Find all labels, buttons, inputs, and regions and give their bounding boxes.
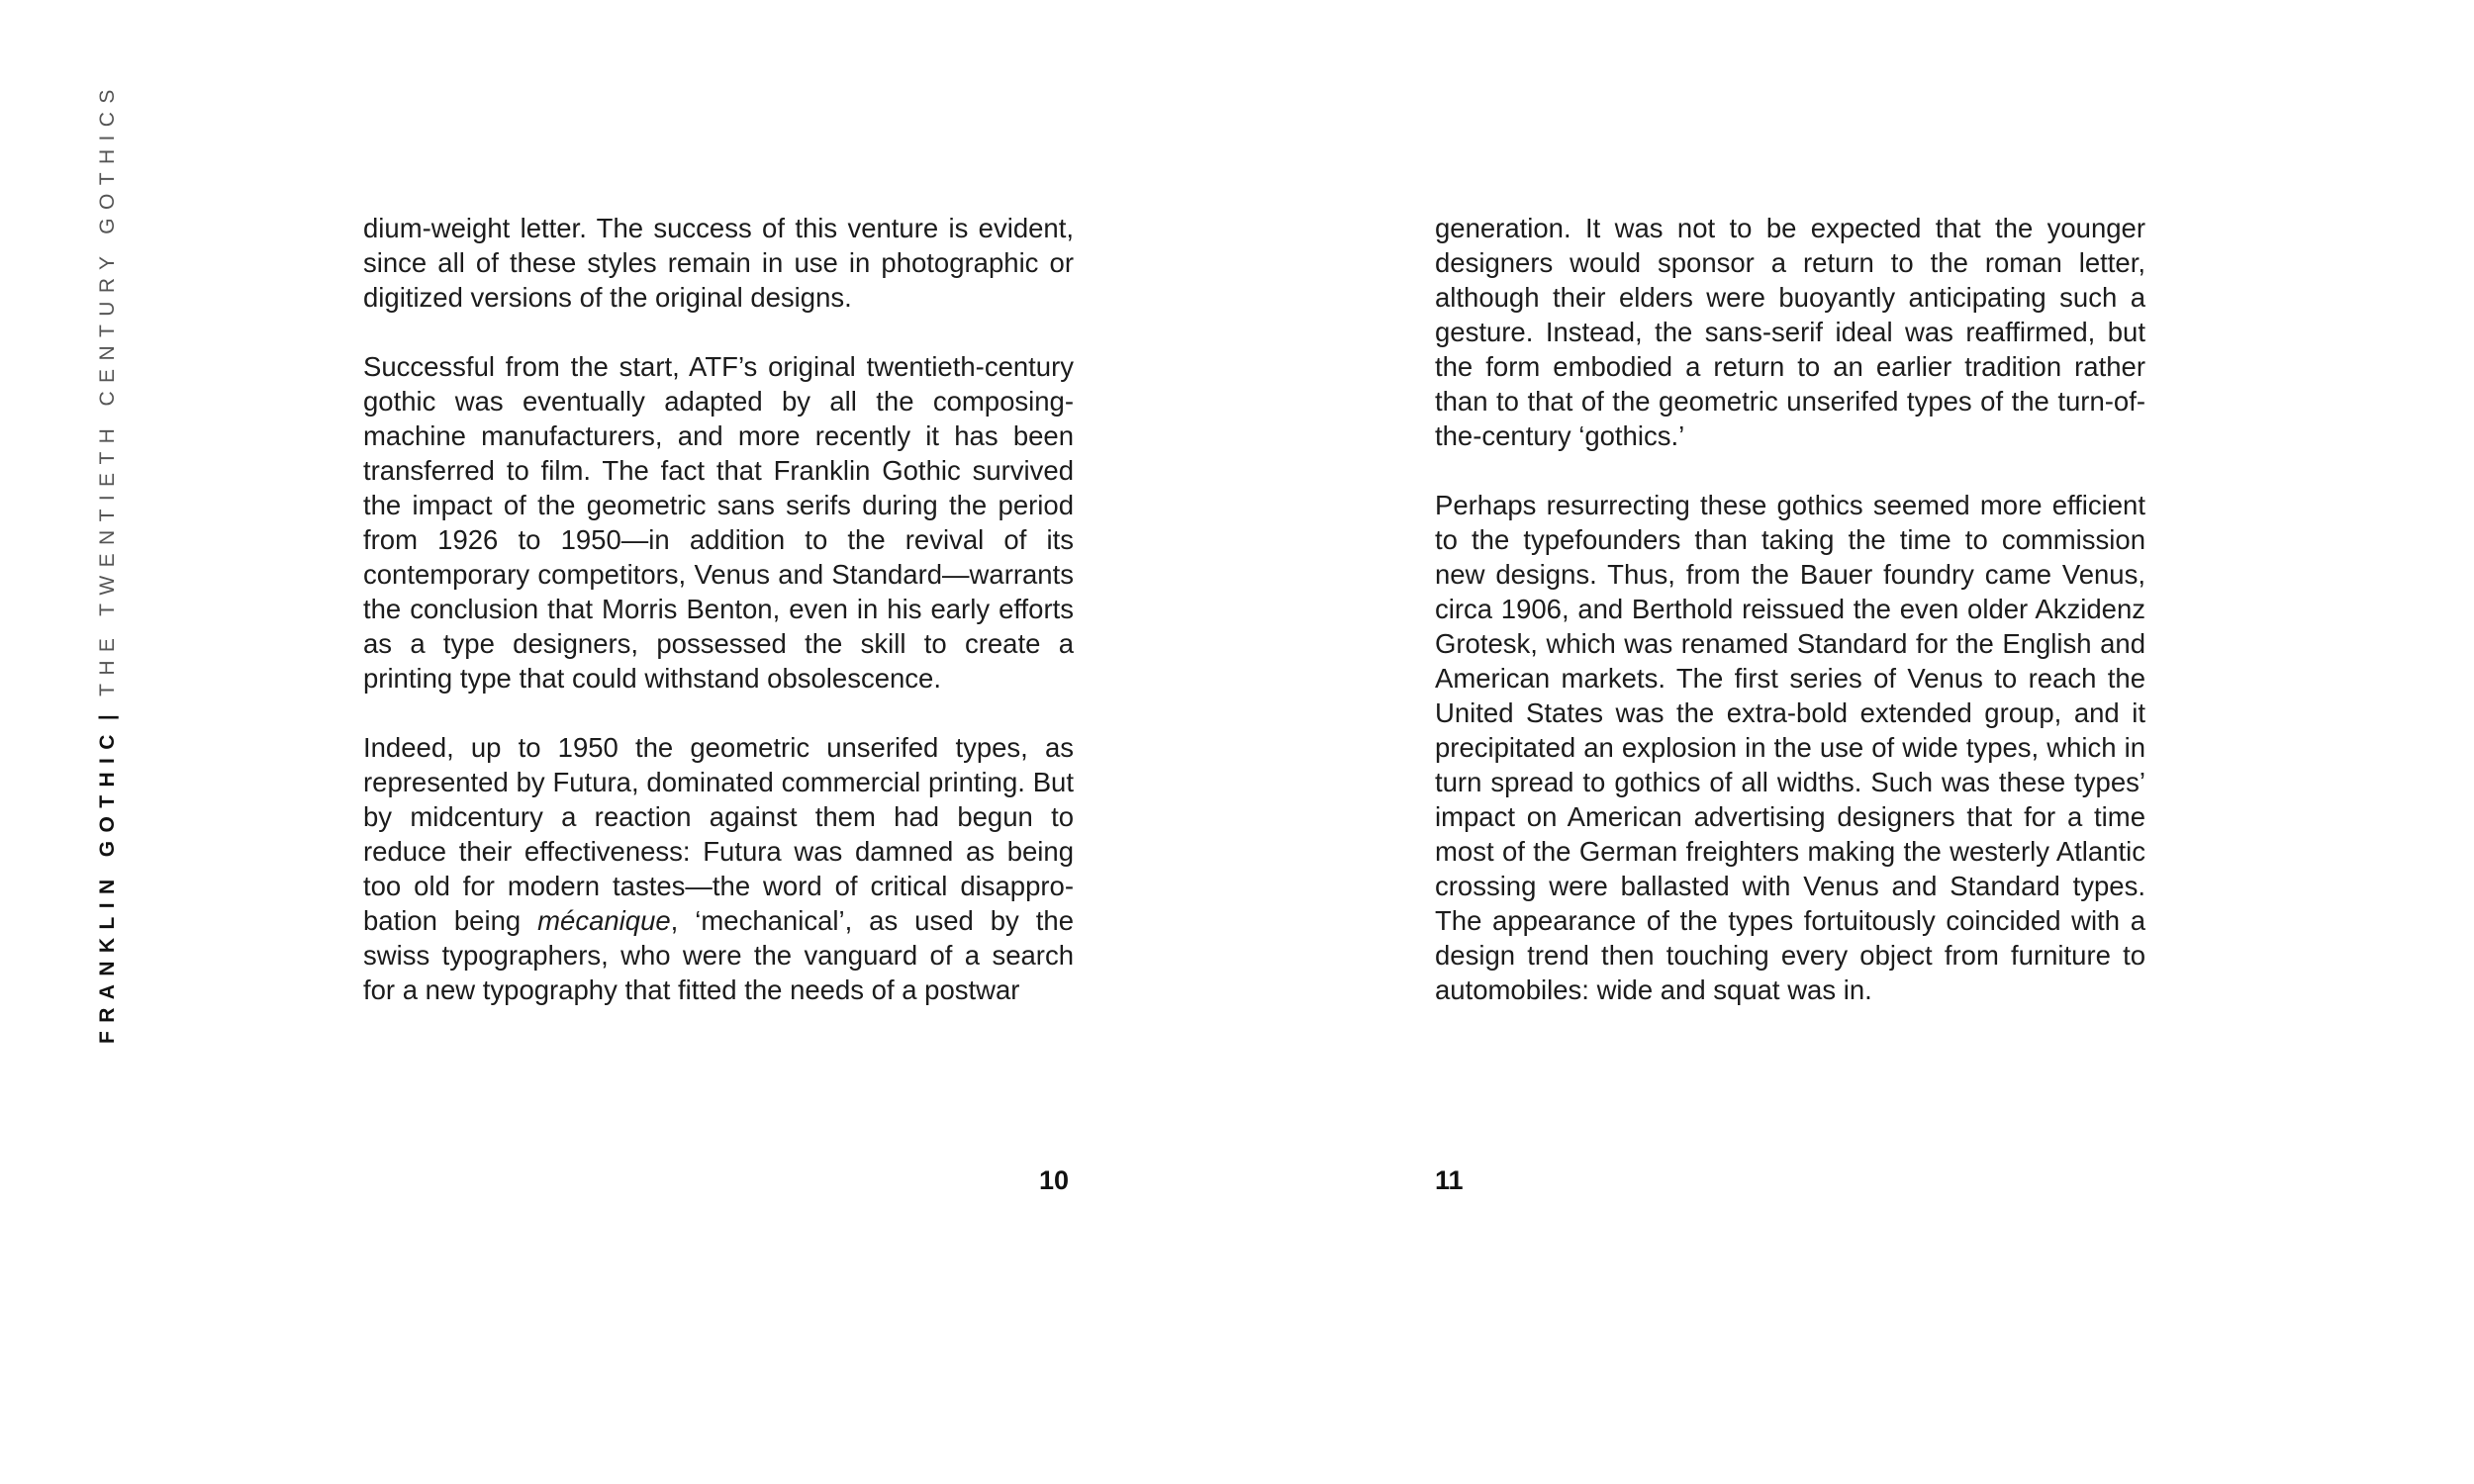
left-paragraph-3-italic: mécanique [537,905,671,936]
left-paragraph-2: Successful from the start, ATF’s original twentieth-century gothic was eventually adapted by all the composing-machine manufacturers, and more recently it has been transferred to film. The fact that Franklin Gothic survived the impact of the geometric sans serifs during the period from 1926 to 1950—in addition to the revival of its contemporary competitors, Venus and Standard—warrants the conclusion that Morris Benton, even in his early efforts as a type designers, possessed the skill to create a printing type that could withstand obsolescence. [363,351,1074,694]
left-paragraph-1: dium-weight letter. The success of this venture is evident, since all of these styles remain in use in photographic or digitized versions of the original designs. [363,213,1074,313]
running-head-title: FRANKLIN GOTHIC [96,726,119,1044]
running-head-separator: | [96,705,119,721]
page-number-right: 11 [1435,1165,1464,1195]
running-head-section: THE TWENTIETH CENTURY GOTHICS [96,81,119,696]
left-paragraph-3-start: Indeed, up to 1950 the geometric unserifed types, as represented by Futura, dominated commercial printing. But by midcentury a reaction against them had begun to reduce their effectiveness: Futura was damned as being too old for modern tastes—the word of critical disapprobation being [363,732,1074,936]
running-head [97,81,118,1044]
right-paragraph-1: generation. It was not to be expected that the younger designers would sponsor a return to the roman letter, although their elders were buoyantly anticipating such a gesture. Instead, the sans-serif ideal was reaffirmed, but the form embodied a return to an earlier tradition rather than to that of the geometric unserifed types of the turn-of-the-century ‘gothics.’ [1435,213,2145,451]
right-paragraph-2: Perhaps resurrecting these gothics seemed more efficient to the typefounders than taking the time to commission new designs. Thus, from the Bauer foundry came Venus, circa 1906, and Berthold reissued the even older Akzidenz Grotesk, which was renamed Standard for the English and American markets. The first series of Venus to reach the United States was the extra-bold extended group, and it precipitated an explosion in the use of wide types, which in turn spread to gothics of all widths. Such was these types’ impact on American advertising designers that for a time most of the German freighters making the westerly Atlantic crossing were ballasted with Venus and Standard types. The appearance of the types fortuitously coincided with a design trend then touching every object from furniture to automobiles: wide and squat was in. [1435,490,2145,1005]
left-page-text [363,211,1074,1007]
left-paragraph-3-end: , ‘mechanical’, as used by the swiss typographers, who were the vanguard of a search for a new typography that fitted the needs of a postwar [363,905,1074,1005]
right-page-text [1435,211,2145,1007]
left-paragraph-3 [363,730,1074,1007]
page-number-left: 10 [1038,1165,1069,1195]
